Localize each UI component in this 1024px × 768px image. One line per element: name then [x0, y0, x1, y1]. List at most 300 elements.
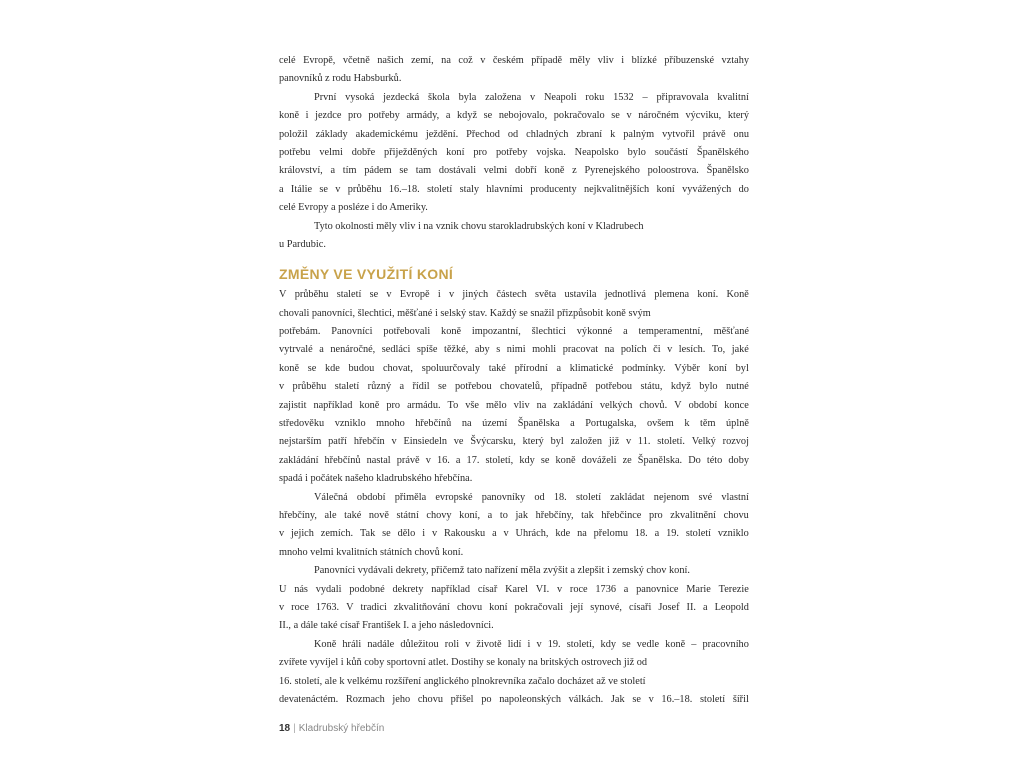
word: například: [313, 399, 353, 411]
word: akademickému: [355, 128, 418, 140]
word: na: [536, 399, 547, 411]
text-line: [279, 126, 749, 144]
word: vytrvalé: [279, 344, 313, 356]
text-line: [279, 489, 749, 507]
bottom-paragraphs: [279, 286, 749, 709]
word: nás: [294, 583, 308, 595]
word: se: [319, 183, 328, 195]
word: se: [369, 289, 379, 301]
word: koně: [665, 638, 686, 650]
word: a: [570, 418, 575, 430]
word: kdy: [519, 454, 535, 466]
word: v: [448, 289, 455, 301]
word: poloostrova.: [647, 165, 699, 177]
word: průběhu: [292, 381, 327, 393]
word: blízké: [631, 55, 657, 66]
word: připravovala: [656, 91, 709, 103]
word: 16.: [436, 454, 450, 466]
word: Leopold: [714, 601, 749, 613]
word: palným: [623, 128, 655, 140]
word: nejstarším: [279, 436, 322, 448]
word: Tak: [359, 528, 376, 540]
word: s: [496, 344, 501, 356]
top-paragraphs: [279, 52, 749, 254]
word: Přechod: [466, 128, 500, 140]
word: roce: [569, 583, 588, 595]
word: císař: [477, 583, 498, 595]
word: pro: [473, 146, 488, 158]
word: v: [386, 289, 392, 301]
word: císaři: [629, 601, 652, 613]
word: evropské: [435, 491, 473, 503]
text-line: mnoho velmi kvalitních státních chovů koní.: [279, 546, 464, 558]
text-line: [279, 452, 749, 470]
word: když: [457, 110, 478, 122]
word: vydali: [315, 583, 342, 595]
word: jak: [515, 509, 529, 521]
word: koně: [359, 399, 380, 411]
word: staly: [459, 183, 480, 195]
word: Výběr: [674, 362, 700, 374]
word: v: [626, 110, 632, 122]
word: hřebčínů: [324, 454, 361, 466]
text-line: [279, 89, 749, 107]
word: vliv: [597, 55, 614, 66]
word: pádem: [364, 165, 392, 177]
word: v: [480, 55, 486, 66]
text-line: [279, 525, 749, 543]
word: Terezie: [718, 583, 749, 595]
word: základy: [315, 128, 348, 140]
word: a: [319, 344, 324, 356]
word: panovnice: [636, 583, 679, 595]
word: V: [674, 399, 682, 411]
word: ovšem: [646, 418, 674, 430]
word: Do: [688, 454, 701, 466]
word: hřebčíny,: [279, 509, 317, 521]
word: potřeby: [368, 110, 400, 122]
page-footer: [279, 723, 384, 734]
word: pokračovalo: [553, 110, 605, 122]
word: byl: [735, 362, 749, 374]
word: našich: [377, 55, 404, 66]
word: Rozmach: [345, 693, 385, 705]
word: kde: [324, 362, 340, 374]
word: roku: [585, 91, 605, 103]
word: koně: [279, 362, 300, 374]
word: –: [691, 638, 697, 650]
word: potřebou: [595, 381, 633, 393]
word: položil: [279, 128, 308, 140]
word: vzniklo: [717, 528, 749, 540]
word: dělo: [397, 528, 416, 540]
word: Španělsko: [706, 165, 749, 177]
word: v: [335, 183, 341, 195]
word: roli: [444, 638, 460, 650]
footer-separator: |: [293, 723, 296, 734]
word: ale: [324, 509, 337, 521]
word: jiných: [462, 289, 489, 301]
text-line: [279, 341, 749, 359]
word: zkvalitnění: [670, 509, 717, 521]
word: velmi: [483, 165, 508, 177]
word: aby: [474, 344, 490, 356]
word: měly: [569, 55, 591, 66]
word: To,: [711, 344, 726, 356]
word: například: [431, 583, 471, 595]
word: plemena: [654, 289, 690, 301]
word: 19.: [547, 638, 561, 650]
word: století: [685, 528, 711, 540]
text-line: Tyto okolnosti měly vliv i na vznik chovu starokladrubských koní v Kladrubech: [314, 220, 644, 232]
word: se: [399, 165, 408, 177]
text-line: [279, 433, 749, 451]
word: důležitou: [400, 638, 439, 650]
word: zakládání: [553, 399, 593, 411]
word: vysoká: [345, 91, 375, 103]
word: impozantní,: [471, 326, 521, 338]
word: chovat,: [382, 362, 413, 374]
word: roce: [291, 601, 309, 613]
word: temperamentní,: [638, 326, 703, 338]
word: Einsiedeln: [403, 436, 447, 448]
word: vyvážených: [682, 183, 732, 195]
word: byla: [458, 91, 477, 103]
word: zemích.: [320, 528, 354, 540]
word: bylo: [699, 381, 718, 393]
word: kvalitní: [717, 91, 749, 103]
word: šířil: [732, 693, 749, 705]
word: českém: [492, 55, 524, 66]
word: který: [727, 110, 749, 122]
word: Španělska: [517, 418, 560, 430]
word: průběhu: [294, 289, 329, 301]
word: chovatelů,: [500, 381, 543, 393]
word: nastal: [366, 454, 391, 466]
word: v: [529, 91, 536, 103]
word: a: [279, 183, 284, 195]
body-text: [279, 52, 749, 709]
word: jejich: [291, 528, 314, 540]
word: polích: [620, 344, 647, 356]
word: potřebou: [455, 381, 492, 393]
text-line: [279, 144, 749, 162]
word: koní,: [459, 509, 481, 521]
text-line: chovali panovníci, šlechtici, měšťané i selský stav. Každý se snažil přizpůsobit koně svým: [279, 307, 651, 319]
word: pracovního: [702, 638, 749, 650]
word: První: [314, 91, 337, 103]
section-heading: ZMĚNY VE VYUŽITÍ KONÍ: [279, 266, 454, 283]
word: výkonné: [576, 326, 613, 338]
word: 1532: [613, 91, 634, 103]
word: se: [438, 381, 447, 393]
word: vše: [465, 399, 480, 411]
word: Neapolsko: [574, 146, 619, 158]
word: II.: [686, 601, 696, 613]
word: dobře: [351, 146, 376, 158]
text-line: [279, 323, 749, 341]
word: století: [427, 183, 453, 195]
word: potřebovali: [383, 326, 431, 338]
word: nejkvalitnějších: [583, 183, 650, 195]
word: životě: [476, 638, 502, 650]
text-line: [279, 581, 749, 599]
word: Koně: [314, 638, 337, 650]
word: koní: [489, 601, 508, 613]
paragraph: [279, 52, 749, 89]
word: i: [437, 289, 441, 301]
word: v: [391, 436, 397, 448]
word: tím: [342, 165, 357, 177]
word: Marie: [686, 583, 711, 595]
word: Válečná: [314, 491, 348, 503]
word: Josef: [658, 601, 680, 613]
word: vedle: [636, 638, 660, 650]
word: na: [461, 418, 472, 430]
text-line: 16. století, ale k velkému rozšíření anglického plnokrevníka začalo docházet až ve století: [279, 675, 646, 687]
word: vztahy: [721, 55, 749, 66]
word: ze: [622, 454, 632, 466]
word: Panovníci: [331, 326, 373, 338]
word: to: [499, 509, 508, 521]
word: částech: [496, 289, 527, 301]
word: chladných: [526, 128, 569, 140]
word: celé: [279, 55, 296, 66]
word: spoluurčovaly: [421, 362, 481, 374]
word: chovů.: [639, 399, 668, 411]
word: na: [604, 344, 615, 356]
word: jednotlivá: [604, 289, 646, 301]
word: 16.–18.: [388, 183, 420, 195]
word: bylo: [627, 146, 646, 158]
word: v: [625, 436, 632, 448]
word: v: [465, 638, 471, 650]
word: od: [507, 128, 519, 140]
word: 17.: [466, 454, 480, 466]
word: Rakousku: [443, 528, 486, 540]
word: založen: [570, 436, 603, 448]
word: VI.: [535, 583, 550, 595]
word: ustavila: [564, 289, 597, 301]
word: V: [346, 601, 354, 613]
word: ježdění.: [425, 128, 459, 140]
word: vliv: [513, 399, 530, 411]
word: měšťané: [713, 326, 749, 338]
word: její: [570, 601, 584, 613]
word: panovníky: [481, 491, 526, 503]
text-line: [279, 360, 749, 378]
word: koní: [446, 146, 465, 158]
text-line: [279, 507, 749, 525]
word: na: [577, 528, 587, 540]
word: nutné: [725, 381, 749, 393]
word: případě: [531, 55, 563, 66]
word: To: [447, 399, 459, 411]
word: nově: [368, 509, 389, 521]
word: se: [622, 638, 631, 650]
word: kde: [555, 528, 571, 540]
word: válkách.: [568, 693, 604, 705]
word: jezdce: [315, 110, 342, 122]
text-line: [279, 286, 749, 304]
text-line: zvířete vyvíjel i kůň coby sportovní atlet. Dostihy se konaly na britských ostrovech již od: [279, 657, 648, 669]
word: staletí: [334, 381, 360, 393]
word: což: [458, 55, 473, 66]
word: když: [670, 381, 691, 393]
word: koní: [708, 362, 727, 374]
word: Španělska.: [637, 454, 683, 466]
text-line: spadá i počátek našeho kladrubského hřebčína.: [279, 473, 473, 485]
word: 11.: [637, 436, 651, 448]
paragraph: [279, 636, 749, 710]
word: v: [279, 601, 285, 613]
word: v: [503, 528, 509, 540]
word: pro: [648, 509, 663, 521]
word: světa: [535, 289, 557, 301]
text-line: [279, 415, 749, 433]
word: 18.: [553, 491, 567, 503]
word: tam: [415, 165, 432, 177]
word: nadále: [367, 638, 395, 650]
word: do: [738, 183, 749, 195]
word: od: [534, 491, 545, 503]
word: státní: [396, 509, 419, 521]
word: Švýcarsku,: [470, 436, 516, 448]
word: výcviku,: [685, 110, 722, 122]
word: koně: [544, 165, 565, 177]
text-line: u Pardubic.: [279, 238, 326, 250]
word: velmi: [319, 146, 343, 158]
word: průběhu: [347, 183, 382, 195]
word: pro: [386, 399, 401, 411]
word: zajistit: [279, 399, 307, 411]
word: tak: [581, 509, 594, 521]
word: nimi: [506, 344, 526, 356]
word: a: [623, 583, 629, 595]
word: U: [279, 583, 287, 595]
word: Pyrenejského: [584, 165, 640, 177]
word: ve: [453, 436, 464, 448]
text-line: [279, 397, 749, 415]
word: dostávali: [438, 165, 477, 177]
page-number: 18: [279, 723, 291, 734]
word: přiježděných: [384, 146, 438, 158]
word: území: [482, 418, 508, 430]
word: zkvalitňování: [393, 601, 450, 613]
word: a: [702, 601, 708, 613]
word: rozvoj: [722, 436, 749, 448]
word: staletí: [336, 289, 362, 301]
word: Karel: [505, 583, 528, 595]
word: k: [684, 418, 690, 430]
word: Uhrách,: [515, 528, 549, 540]
word: podmínky.: [621, 362, 666, 374]
word: této: [706, 454, 723, 466]
text-line: [279, 107, 749, 125]
word: lidí: [507, 638, 522, 650]
word: i: [527, 638, 531, 650]
word: vytvořil: [662, 128, 695, 140]
word: patří: [328, 436, 348, 448]
word: v: [648, 693, 654, 705]
word: v: [536, 638, 542, 650]
word: Itálie: [290, 183, 313, 195]
word: století.: [657, 436, 685, 448]
word: zemí,: [411, 55, 434, 66]
word: a: [445, 110, 451, 122]
word: nejenom: [653, 491, 690, 503]
word: Koně: [726, 289, 749, 301]
word: byl: [550, 436, 564, 448]
word: v: [425, 454, 431, 466]
text-line: [279, 599, 749, 617]
word: Velký: [691, 436, 716, 448]
word: příbuzenské: [664, 55, 715, 66]
word: hráli: [342, 638, 362, 650]
word: se: [483, 110, 493, 122]
word: budou: [348, 362, 375, 374]
word: V: [279, 289, 287, 301]
text-line: panovníků z rodu Habsburků.: [279, 73, 402, 85]
word: hřebčíny,: [535, 509, 574, 521]
word: tradici: [360, 601, 387, 613]
word: se: [307, 362, 317, 374]
word: škola: [428, 91, 450, 103]
word: pro: [348, 110, 362, 122]
word: přírodní: [514, 362, 548, 374]
word: nenáročné,: [330, 344, 376, 356]
word: Španělského: [696, 146, 749, 158]
paragraph: [279, 286, 749, 488]
word: jaké: [731, 344, 749, 356]
word: pokračovali: [514, 601, 564, 613]
text-line: [279, 162, 749, 180]
word: k: [610, 128, 616, 140]
word: hlavními: [486, 183, 523, 195]
word: různý: [367, 381, 392, 393]
word: přiměla: [394, 491, 427, 503]
word: hřebčínů: [415, 418, 452, 430]
word: a: [399, 381, 405, 393]
word: hřebčince: [601, 509, 642, 521]
word: a: [492, 528, 497, 540]
word: chovu: [723, 509, 749, 521]
word: na: [441, 55, 451, 66]
word: koně: [279, 110, 300, 122]
word: a: [556, 362, 562, 374]
word: království,: [279, 165, 323, 177]
word: doby: [728, 454, 749, 466]
word: klimatické: [569, 362, 614, 374]
paragraph: [279, 562, 749, 636]
word: po: [481, 693, 492, 705]
word: Neapoli: [543, 91, 577, 103]
word: koní: [656, 183, 675, 195]
word: podobné: [349, 583, 385, 595]
word: řídil: [412, 381, 430, 393]
word: také: [344, 509, 362, 521]
word: zakládat: [610, 491, 645, 503]
word: chovu: [417, 693, 443, 705]
word: právě: [396, 454, 420, 466]
word: století: [575, 491, 602, 503]
word: synové,: [590, 601, 622, 613]
word: včetně: [342, 55, 370, 66]
word: Portugalska,: [585, 418, 637, 430]
word: a: [654, 528, 660, 540]
word: spíše: [416, 344, 438, 356]
word: a: [623, 326, 628, 338]
